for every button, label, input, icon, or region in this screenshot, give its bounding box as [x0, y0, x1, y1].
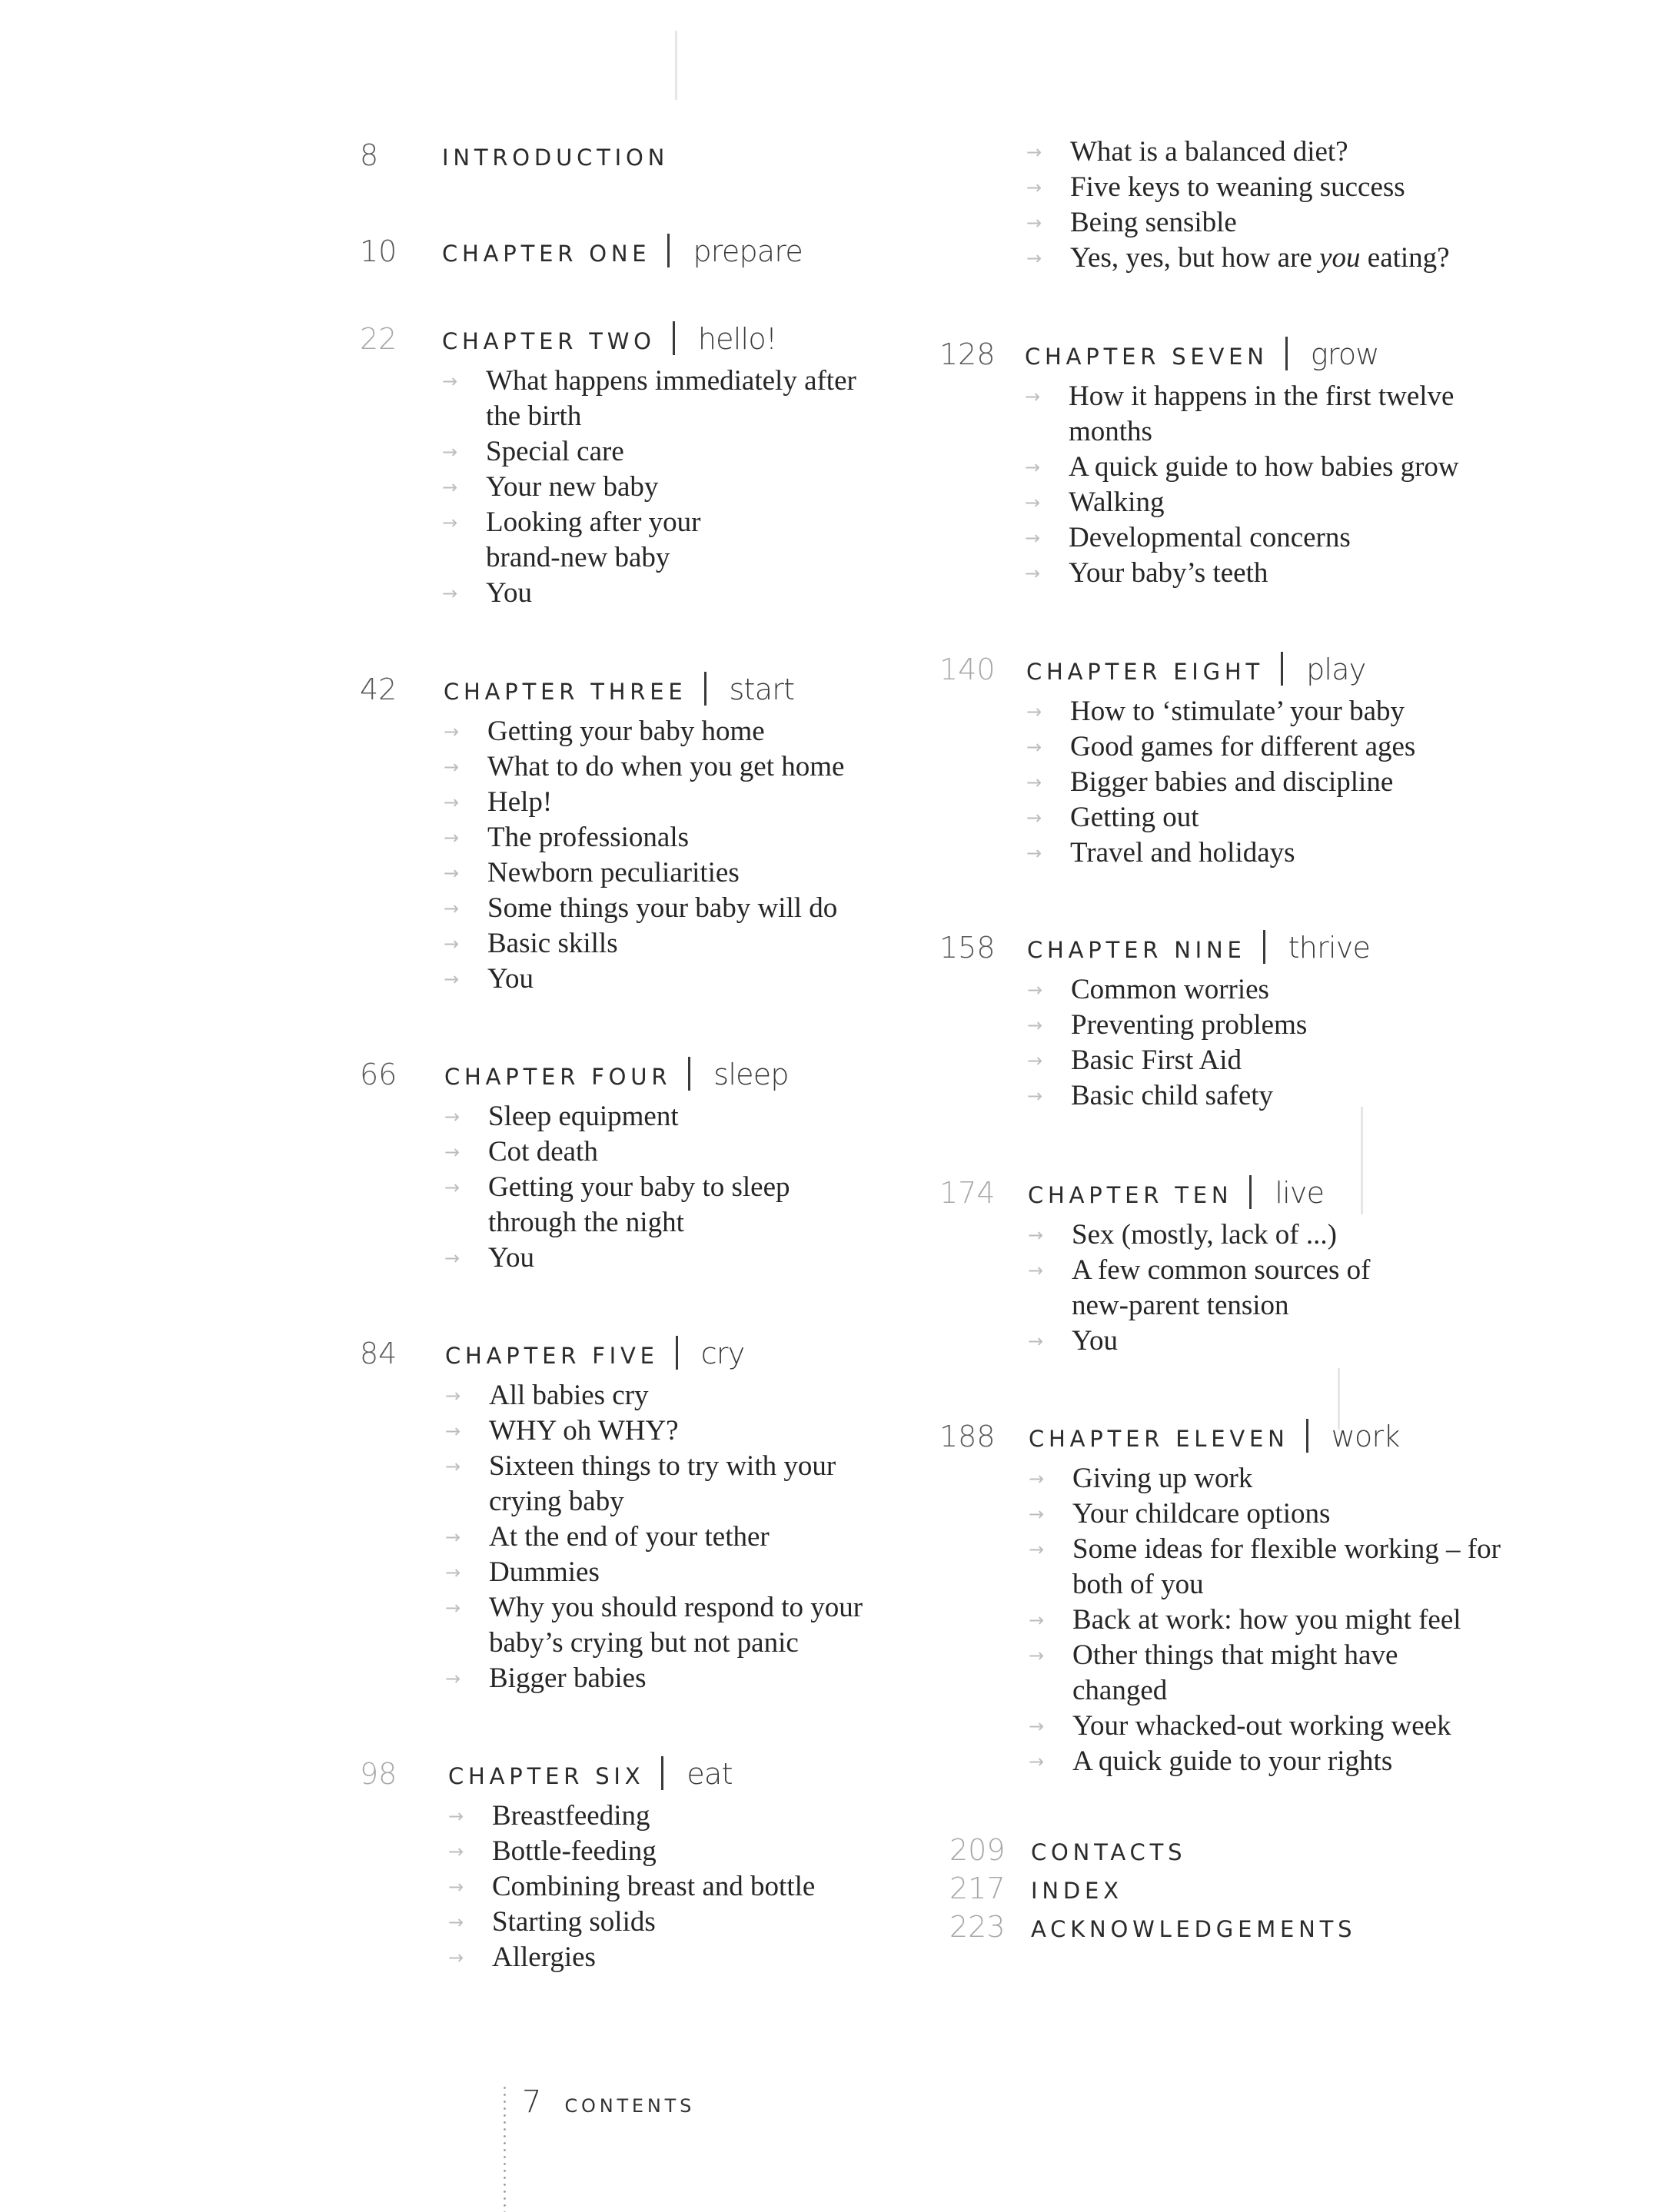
chapter-item-list: [448, 1798, 879, 1975]
list-item[interactable]: → Getting your baby to sleep through the night: [444, 1171, 790, 1238]
list-item[interactable]: → Newborn peculiarities: [444, 855, 920, 891]
divider: [1249, 1175, 1252, 1209]
list-item[interactable]: → A quick guide to your rights: [1029, 1744, 1505, 1779]
arrow-right-icon: →: [444, 792, 460, 813]
arrow-right-icon: →: [442, 477, 458, 498]
chapter-title: CHAPTER NINE: [1027, 937, 1246, 963]
section-title: INTRODUCTION: [442, 144, 670, 171]
page-number: 140: [939, 653, 996, 686]
chapter-title: CHAPTER EIGHT: [1026, 659, 1265, 685]
section-title: INDEX: [1031, 1878, 1123, 1904]
page-number: 174: [939, 1176, 996, 1210]
arrow-right-icon: →: [445, 1526, 461, 1548]
toc-chapter-seven[interactable]: [939, 330, 1501, 591]
chapter-keyword: play: [1306, 653, 1366, 686]
list-item[interactable]: → Your childcare options: [1029, 1496, 1505, 1532]
toc-chapter-ten[interactable]: [939, 1169, 1374, 1359]
list-item[interactable]: → All babies cry: [445, 1378, 891, 1413]
arrow-right-icon: →: [448, 1805, 464, 1827]
arrow-right-icon: →: [445, 1668, 461, 1689]
list-item[interactable]: → Your whacked-out working week: [1029, 1709, 1505, 1744]
toc-chapter-six[interactable]: [360, 1750, 879, 1975]
divider: [1281, 652, 1283, 686]
arrow-right-icon: →: [444, 1106, 460, 1128]
arrow-right-icon: →: [448, 1841, 464, 1862]
divider: [673, 321, 675, 355]
chapter-title: CHAPTER SIX: [448, 1763, 645, 1789]
chapter-keyword: cry: [700, 1337, 745, 1370]
arrow-right-icon: →: [1026, 177, 1042, 198]
list-item[interactable]: → How it happens in the first twelve months: [1025, 380, 1455, 447]
page-number: 188: [939, 1420, 996, 1453]
arrow-right-icon: →: [1029, 1503, 1045, 1525]
chapter-title: CHAPTER SEVEN: [1025, 344, 1268, 370]
running-footer-label: CONTENTS: [564, 2095, 696, 2117]
toc-back-matter: [949, 1833, 1356, 1948]
arrow-right-icon: →: [448, 1947, 464, 1968]
list-item[interactable]: [1026, 241, 1518, 276]
toc-acknowledgements[interactable]: [949, 1910, 1356, 1948]
chapter-item-list: [1027, 972, 1504, 1114]
arrow-right-icon: →: [1029, 1468, 1045, 1490]
page-number: 84: [360, 1337, 397, 1370]
list-item[interactable]: → Giving up work: [1029, 1461, 1505, 1496]
list-item[interactable]: → At the end of your tether: [445, 1520, 891, 1555]
arrow-right-icon: →: [444, 1247, 460, 1269]
toc-chapter-nine[interactable]: [939, 924, 1504, 1114]
chapter-title: CHAPTER TEN: [1028, 1182, 1233, 1208]
arrow-right-icon: →: [1026, 212, 1042, 234]
page-number: 22: [360, 322, 397, 356]
chapter-title: CHAPTER FIVE: [445, 1343, 659, 1369]
toc-chapter-four[interactable]: [360, 1051, 829, 1276]
arrow-right-icon: →: [444, 756, 460, 778]
list-item[interactable]: → Bottle-feeding: [448, 1834, 879, 1869]
page-number: 128: [939, 337, 996, 371]
arrow-right-icon: →: [1025, 457, 1041, 478]
toc-chapter-eight[interactable]: [939, 646, 1503, 871]
arrow-right-icon: →: [1026, 772, 1042, 793]
arrow-right-icon: →: [1025, 492, 1041, 513]
section-title: ACKNOWLEDGEMENTS: [1031, 1916, 1357, 1942]
arrow-right-icon: →: [442, 583, 458, 604]
toc-index[interactable]: [949, 1872, 1356, 1910]
list-item[interactable]: → Dummies: [445, 1555, 891, 1590]
page-footer: [504, 2084, 695, 2120]
arrow-right-icon: →: [445, 1456, 461, 1477]
section-title: CONTACTS: [1031, 1839, 1187, 1865]
chapter-item-list: [442, 364, 873, 611]
chapter-title: CHAPTER THREE: [444, 679, 687, 705]
chapter-keyword: thrive: [1288, 931, 1371, 965]
chapter-keyword: work: [1331, 1420, 1400, 1453]
arrow-right-icon: →: [1025, 527, 1041, 549]
list-item[interactable]: → Common worries: [1027, 972, 1504, 1008]
chapter-item-list: [444, 714, 920, 997]
chapter-item-list: [1029, 1461, 1505, 1779]
list-item[interactable]: → Breastfeeding: [448, 1798, 879, 1834]
chapter-keyword: live: [1275, 1176, 1325, 1210]
arrow-right-icon: →: [1029, 1609, 1045, 1631]
list-item[interactable]: → Sleep equipment: [444, 1099, 829, 1134]
arrow-right-icon: →: [445, 1562, 461, 1583]
arrow-right-icon: →: [448, 1911, 464, 1933]
arrow-right-icon: →: [445, 1597, 461, 1619]
list-item[interactable]: → What to do when you get home: [444, 749, 920, 785]
list-item[interactable]: → A few common sources of new-parent tension: [1028, 1254, 1371, 1321]
list-item[interactable]: → You: [1028, 1324, 1374, 1359]
list-item[interactable]: → Starting solids: [448, 1905, 879, 1940]
arrow-right-icon: →: [1026, 842, 1042, 864]
arrow-right-icon: →: [444, 827, 460, 849]
list-item[interactable]: → Basic child safety: [1027, 1078, 1504, 1114]
arrow-right-icon: →: [444, 1177, 460, 1198]
list-item[interactable]: → Special care: [442, 434, 873, 470]
scan-artifact: [675, 31, 677, 100]
page-number: 158: [939, 931, 996, 965]
divider: [676, 1336, 678, 1370]
arrow-right-icon: →: [1026, 247, 1042, 269]
page-number: 223: [949, 1910, 1006, 1944]
list-item[interactable]: → Five keys to weaning success: [1026, 170, 1518, 205]
chapter-keyword: hello!: [697, 322, 777, 356]
chapter-keyword: grow: [1310, 337, 1379, 371]
arrow-right-icon: →: [1026, 701, 1042, 722]
dotted-rule: [504, 2084, 506, 2212]
arrow-right-icon: →: [444, 862, 460, 884]
arrow-right-icon: →: [1029, 1751, 1045, 1772]
page-number: 66: [360, 1058, 397, 1091]
divider: [1285, 337, 1288, 370]
list-item[interactable]: → What is a balanced diet?: [1026, 135, 1518, 170]
folio-number: 7: [522, 2084, 542, 2120]
chapter-keyword: sleep: [713, 1058, 789, 1091]
arrow-right-icon: →: [445, 1420, 461, 1442]
arrow-right-icon: →: [1025, 563, 1041, 584]
chapter-item-list: [1026, 135, 1518, 276]
list-item[interactable]: → Getting your baby home: [444, 714, 920, 749]
list-item[interactable]: → Walking: [1025, 485, 1501, 520]
list-item[interactable]: → Getting out: [1026, 800, 1503, 835]
toc-chapter-eleven[interactable]: [939, 1413, 1505, 1779]
toc-introduction[interactable]: [360, 138, 669, 172]
divider: [1306, 1419, 1308, 1453]
arrow-right-icon: →: [1029, 1539, 1045, 1560]
chapter-keyword: prepare: [693, 234, 803, 268]
list-item[interactable]: → Bigger babies: [445, 1661, 891, 1696]
arrow-right-icon: →: [1025, 386, 1041, 407]
arrow-right-icon: →: [442, 512, 458, 533]
chapter-title: CHAPTER FOUR: [444, 1064, 672, 1090]
list-item[interactable]: → Good games for different ages: [1026, 729, 1503, 765]
chapter-title: CHAPTER ONE: [442, 241, 651, 267]
arrow-right-icon: →: [444, 933, 460, 955]
list-item[interactable]: → You: [442, 576, 873, 611]
arrow-right-icon: →: [1028, 1330, 1044, 1352]
page-number: 98: [360, 1757, 397, 1791]
list-item[interactable]: → Allergies: [448, 1940, 879, 1975]
list-item[interactable]: → Cot death: [444, 1134, 829, 1170]
list-item[interactable]: → You: [444, 1241, 829, 1276]
divider: [667, 234, 670, 267]
arrow-right-icon: →: [1028, 1224, 1044, 1246]
divider: [661, 1756, 663, 1790]
chapter-item-list: [1025, 379, 1501, 591]
list-item[interactable]: → Your new baby: [442, 470, 873, 505]
toc-chapter-six-continued: [1026, 135, 1518, 276]
toc-contacts[interactable]: [949, 1833, 1356, 1872]
arrow-right-icon: →: [444, 1141, 460, 1163]
page-number: 42: [360, 673, 397, 706]
page-number: 217: [949, 1872, 1006, 1905]
toc-chapter-three[interactable]: [360, 666, 920, 997]
list-item[interactable]: → What happens immediately after the birth: [442, 365, 856, 432]
chapter-item-list: [1028, 1217, 1374, 1359]
list-item[interactable]: → Some ideas for flexible working – for both of you: [1029, 1533, 1501, 1600]
list-item[interactable]: → Back at work: how you might feel: [1029, 1603, 1505, 1638]
chapter-title: CHAPTER ELEVEN: [1029, 1426, 1289, 1452]
toc-chapter-two[interactable]: [360, 315, 873, 611]
chapter-keyword: start: [729, 673, 795, 706]
chapter-item-list: [444, 1099, 829, 1276]
arrow-right-icon: →: [1029, 1645, 1045, 1666]
arrow-right-icon: →: [1026, 736, 1042, 758]
arrow-right-icon: →: [1026, 141, 1042, 163]
arrow-right-icon: →: [1027, 1015, 1043, 1036]
list-item[interactable]: → Basic First Aid: [1027, 1043, 1504, 1078]
list-item[interactable]: → How to ‘stimulate’ your baby: [1026, 694, 1503, 729]
list-item[interactable]: → Combining breast and bottle: [448, 1869, 879, 1905]
list-item[interactable]: → Travel and holidays: [1026, 835, 1503, 871]
arrow-right-icon: →: [1028, 1260, 1044, 1281]
list-item[interactable]: → Other things that might have changed: [1029, 1639, 1398, 1706]
chapter-item-list: [1026, 694, 1503, 871]
arrow-right-icon: →: [442, 370, 458, 392]
page-number: 10: [360, 234, 397, 268]
list-item[interactable]: → Bigger babies and discipline: [1026, 765, 1503, 800]
arrow-right-icon: →: [1027, 979, 1043, 1001]
arrow-right-icon: →: [1027, 1085, 1043, 1107]
arrow-right-icon: →: [444, 721, 460, 742]
chapter-item-list: [445, 1378, 891, 1696]
arrow-right-icon: →: [448, 1876, 464, 1898]
arrow-right-icon: →: [1029, 1715, 1045, 1737]
arrow-right-icon: →: [444, 968, 460, 990]
list-item[interactable]: → Basic skills: [444, 926, 920, 962]
list-item[interactable]: → Why you should respond to your baby’s crying but not panic: [445, 1592, 863, 1659]
list-item[interactable]: → Developmental concerns: [1025, 520, 1501, 556]
list-item[interactable]: → Sixteen things to try with your crying baby: [445, 1450, 836, 1517]
list-item[interactable]: → A quick guide to how babies grow: [1025, 450, 1501, 485]
divider: [1263, 930, 1265, 964]
arrow-right-icon: →: [1026, 807, 1042, 829]
list-item[interactable]: → Help!: [444, 785, 920, 820]
list-item[interactable]: → Some things your baby will do: [444, 891, 920, 926]
chapter-title: CHAPTER TWO: [442, 328, 656, 354]
list-item[interactable]: → Looking after your brand-new baby: [442, 507, 701, 573]
page-number: 8: [360, 138, 379, 172]
list-item[interactable]: → Being sensible: [1026, 205, 1518, 241]
arrow-right-icon: →: [442, 441, 458, 463]
list-item[interactable]: → You: [444, 962, 920, 997]
list-item[interactable]: → Sex (mostly, lack of ...): [1028, 1217, 1374, 1253]
toc-chapter-one[interactable]: [360, 228, 803, 268]
chapter-keyword: eat: [687, 1757, 733, 1791]
arrow-right-icon: →: [445, 1385, 461, 1407]
page-number: 209: [949, 1833, 1006, 1867]
list-item[interactable]: → Your baby’s teeth: [1025, 556, 1501, 591]
divider: [688, 1057, 690, 1091]
toc-chapter-five[interactable]: [360, 1330, 891, 1696]
divider: [704, 672, 706, 706]
arrow-right-icon: →: [444, 898, 460, 919]
list-item[interactable]: → The professionals: [444, 820, 920, 855]
list-item[interactable]: → Preventing problems: [1027, 1008, 1504, 1043]
item-with-emphasis: Yes, yes, but how are you eating?: [1070, 242, 1450, 274]
list-item[interactable]: → WHY oh WHY?: [445, 1413, 891, 1449]
arrow-right-icon: →: [1027, 1050, 1043, 1071]
